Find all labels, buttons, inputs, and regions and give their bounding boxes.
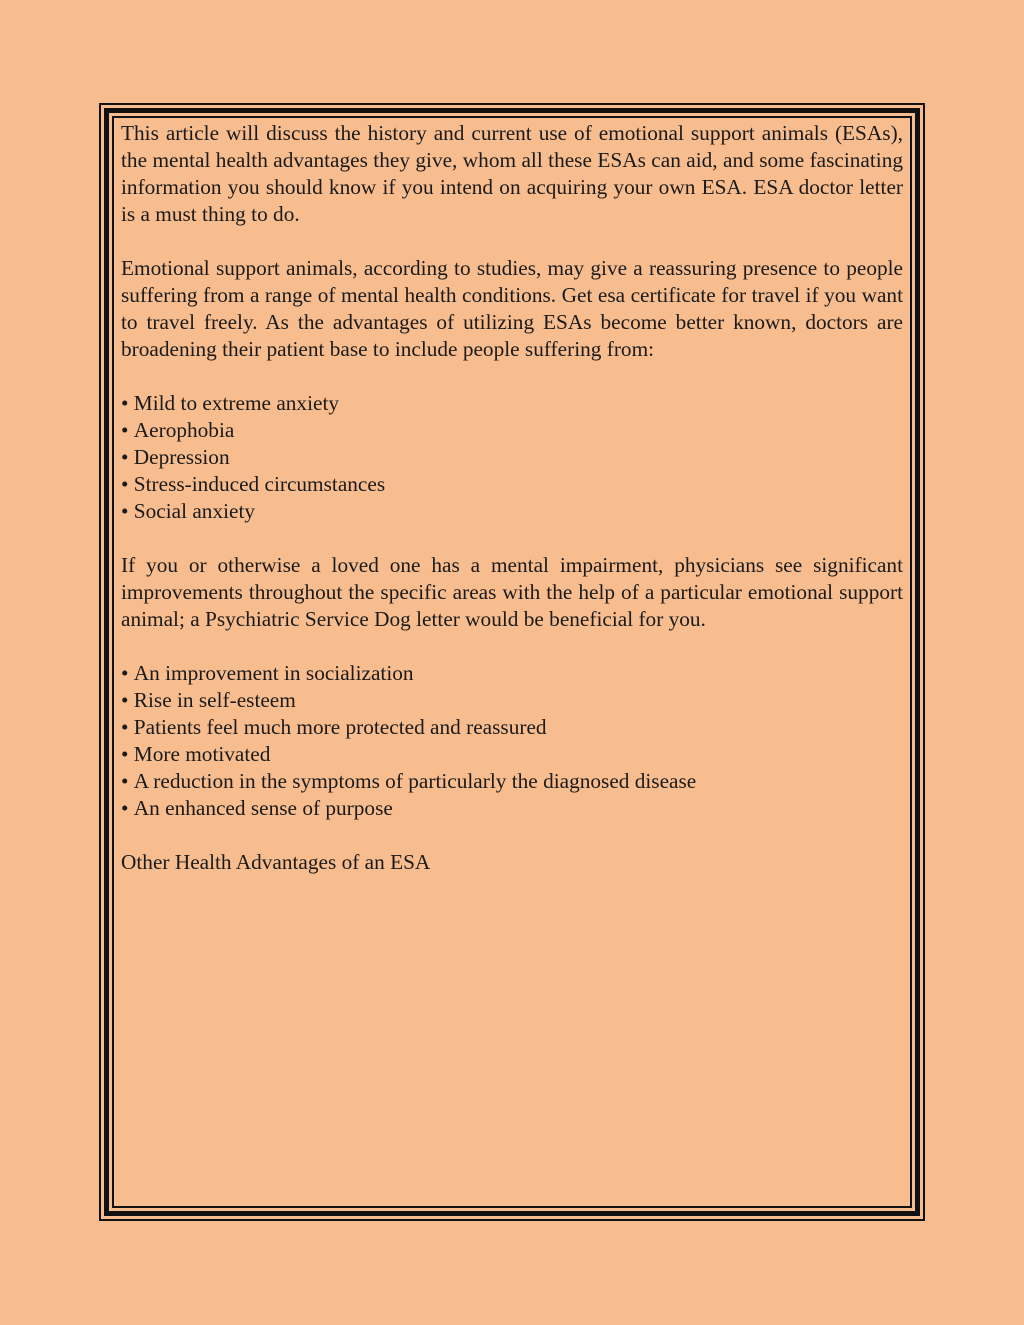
list-item: • An improvement in socialization xyxy=(121,660,903,687)
list-item: • Rise in self-esteem xyxy=(121,687,903,714)
list-item: • Aerophobia xyxy=(121,417,903,444)
list-item: • Patients feel much more protected and reassured xyxy=(121,714,903,741)
benefits-list xyxy=(121,660,903,822)
list-item: • Depression xyxy=(121,444,903,471)
list-item: • An enhanced sense of purpose xyxy=(121,795,903,822)
improvements-paragraph: If you or otherwise a loved one has a mental impairment, physicians see significant improvements throughout the specific areas with the help of a particular emotional support animal; a Psychiatric Service Dog letter would be beneficial for you. xyxy=(121,553,903,631)
article-body xyxy=(121,120,903,876)
section-heading: Other Health Advantages of an ESA xyxy=(121,850,431,874)
list-item: • Stress-induced circumstances xyxy=(121,471,903,498)
intro-paragraph: This article will discuss the history and current use of emotional support animals (ESAs), the mental health advantages they give, whom all these ESAs can aid, and some fascinating information you should know if you intend on acquiring your own ESA. ESA doctor letter is a must thing to do. xyxy=(121,121,903,226)
list-item: • A reduction in the symptoms of particularly the diagnosed disease xyxy=(121,768,903,795)
conditions-list xyxy=(121,390,903,525)
studies-paragraph: Emotional support animals, according to studies, may give a reassuring presence to people suffering from a range of mental health conditions. Get esa certificate for travel if you want to travel freely. As the advantages of utilizing ESAs become better known, doctors are broadening their patient base to include people suffering from: xyxy=(121,256,903,361)
list-item: • More motivated xyxy=(121,741,903,768)
list-item: • Social anxiety xyxy=(121,498,903,525)
list-item: • Mild to extreme anxiety xyxy=(121,390,903,417)
